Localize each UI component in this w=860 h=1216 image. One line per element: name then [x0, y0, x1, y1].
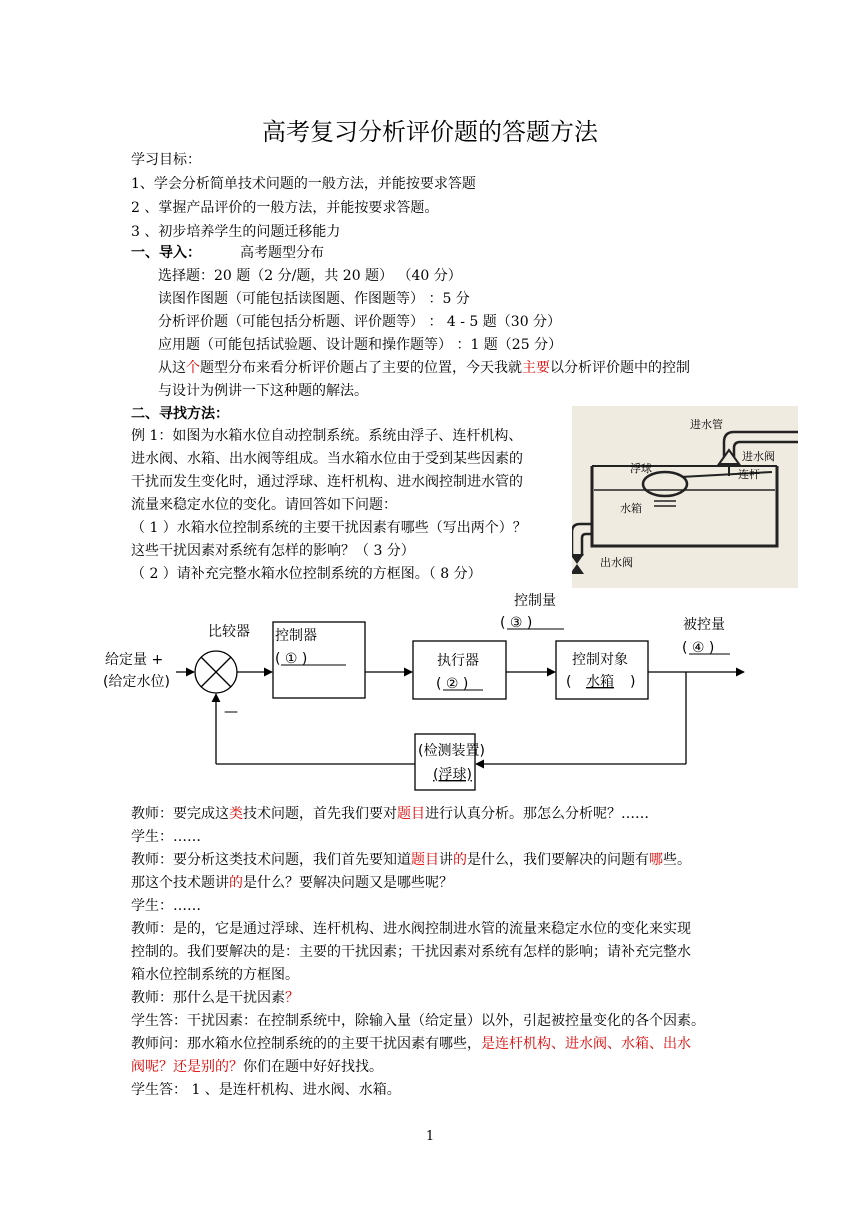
dialogue-line: 教师：是的，它是通过浮球、连杆机构、进水阀控制进水管的流量来稳定水位的变化来实现: [131, 921, 691, 937]
section-2-heading: 二、寻找方法：: [131, 406, 229, 422]
input-label: 给定量 +: [105, 652, 164, 668]
figure-label-outlet-valve: 出水阀: [600, 556, 633, 569]
section-1-paragraph-line-2: 与设计为例讲一下这种题的解法。: [158, 383, 368, 399]
dialogue-line: 学生：……: [131, 898, 201, 914]
sensor-value: (浮球): [433, 767, 472, 783]
controller-label: 控制器: [275, 628, 317, 644]
example-line: 这些干扰因素对系统有怎样的影响？（ 3 分）: [131, 543, 415, 559]
figure-label-inlet-valve: 进水阀: [742, 450, 775, 463]
actuator-label: 执行器: [437, 653, 479, 669]
dialogue-line: 那这个技术题讲的是什么？要解决问题又是哪些呢？: [131, 875, 453, 891]
figure-label-float: 浮球: [630, 462, 652, 475]
control-object-open-paren: (: [566, 674, 572, 690]
objectives-heading: 学习目标：: [131, 152, 201, 168]
dialogue-line: 教师：那什么是干扰因素？: [131, 990, 299, 1006]
control-object-box: [556, 641, 648, 699]
sensor-label: (检测装置): [418, 743, 485, 759]
example-line: （ 2 ）请补充完整水箱水位控制系统的方框图。（ 8 分）: [131, 566, 482, 582]
section-1-paragraph: 从这个题型分布来看分析评价题占了主要的位置，今天我就主要以分析评价题中的控制: [158, 360, 690, 376]
control-variable-label: 控制量: [514, 593, 556, 609]
comparator-label: 比较器: [208, 624, 250, 640]
dialogue-line: 学生答： 1 、是连杆机构、进水阀、水箱。: [131, 1082, 401, 1098]
dialogue-line: 教师：要分析这类技术问题，我们首先要知道题目讲的是什么，我们要解决的问题有哪些。: [131, 852, 691, 868]
question-type-3: 分析评价题（可能包括分析题、评价题等） ： 4 - 5 题（30 分）: [158, 314, 562, 330]
control-variable-blank: ( ③ ): [500, 615, 533, 631]
dialogue-line: 箱水位控制系统的方框图。: [131, 967, 299, 983]
dialogue-line: 阀呢？还是别的？你们在题中好好找找。: [131, 1059, 383, 1075]
water-tank-figure: [572, 406, 798, 588]
objective-1: 1、学会分析简单技术问题的一般方法，并能按要求答题: [131, 176, 476, 192]
example-line: 进水阀、水箱、出水阀等组成。当水箱水位由于受到某些因素的: [131, 451, 523, 467]
input-sublabel: (给定水位): [103, 674, 170, 690]
figure-label-tank: 水箱: [620, 502, 642, 515]
page-number: 1: [425, 1129, 435, 1144]
control-object-label: 控制对象: [572, 652, 628, 668]
section-1-heading: 一、导入：: [131, 245, 201, 261]
feedback-minus-sign: —: [224, 704, 238, 720]
controlled-variable-label: 被控量: [683, 617, 725, 633]
page-title: 高考复习分析评价题的答题方法: [262, 118, 598, 146]
objective-2: 2 、掌握产品评价的一般方法，并能按要求答题。: [131, 200, 439, 216]
dialogue-line: 教师问：那水箱水位控制系统的的主要干扰因素有哪些，是连杆机构、进水阀、水箱、出水: [131, 1036, 691, 1052]
control-object-value: 水箱: [586, 674, 614, 690]
objective-3: 3 、初步培养学生的问题迁移能力: [131, 224, 341, 240]
example-line: 干扰而发生变化时，通过浮球、连杆机构、进水阀控制进水管的: [131, 474, 523, 490]
dialogue-line: 控制的。我们要解决的是：主要的干扰因素；干扰因素对系统有怎样的影响；请补充完整水: [131, 944, 691, 960]
controller-blank: ( ① ): [275, 651, 308, 667]
section-1-subheading: 高考题型分布: [240, 245, 324, 261]
control-object-close-paren: ): [630, 674, 636, 690]
question-type-1: 选择题：20 题（2 分/题，共 20 题） （40 分）: [158, 268, 462, 284]
controlled-variable-blank: ( ④ ): [682, 640, 715, 656]
dialogue-line: 学生：……: [131, 829, 201, 845]
figure-label-linkage: 连杆: [738, 468, 760, 481]
control-block-diagram: [0, 588, 860, 798]
example-line: 流量来稳定水位的变化。请回答如下问题：: [131, 497, 397, 513]
example-line: 例 1：如图为水箱水位自动控制系统。系统由浮子、连杆机构、: [131, 428, 523, 444]
question-type-2: 读图作图题（可能包括读图题、作图题等） ：5 分: [158, 291, 470, 307]
actuator-blank: ( ② ): [436, 676, 469, 692]
example-line: （ 1 ）水箱水位控制系统的主要干扰因素有哪些（写出两个）？: [131, 520, 527, 536]
figure-label-inlet-pipe: 进水管: [690, 418, 723, 431]
dialogue-line: 教师：要完成这类技术问题，首先我们要对题目进行认真分析。那怎么分析呢？……: [131, 806, 649, 822]
question-type-4: 应用题（可能包括试验题、设计题和操作题等） ：1 题（25 分）: [158, 337, 563, 353]
dialogue-line: 学生答：干扰因素：在控制系统中，除输入量（给定量）以外，引起被控量变化的各个因素。: [131, 1013, 705, 1029]
